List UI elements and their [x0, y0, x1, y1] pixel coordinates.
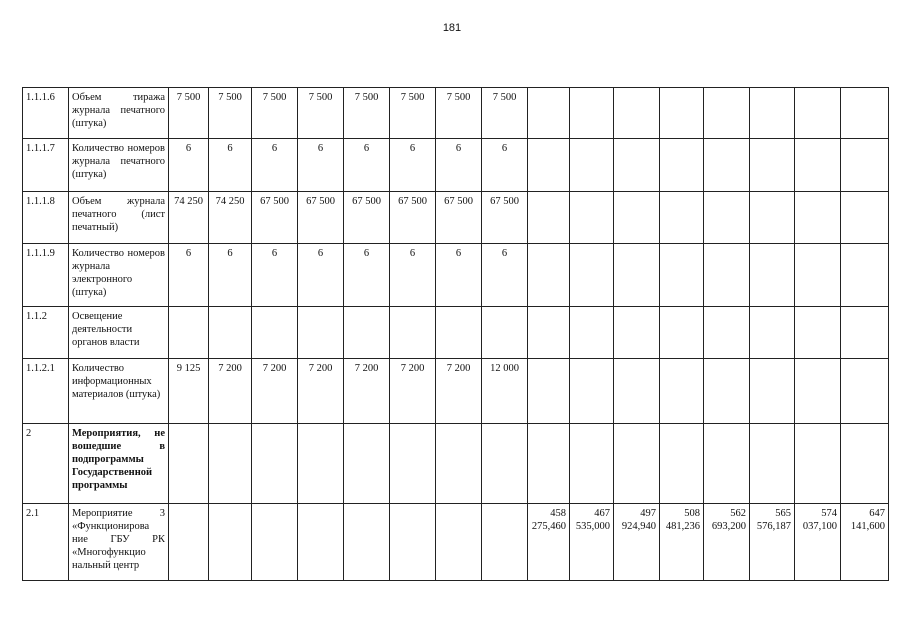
- indicator-value-cell: 6: [298, 244, 344, 307]
- indicator-value-cell: 6: [390, 139, 436, 192]
- row-name: Объем журнала печатного (лист печатный): [69, 192, 169, 244]
- finance-value-cell: [841, 359, 889, 424]
- indicator-value-cell: 6: [344, 139, 390, 192]
- row-code: 2.1: [23, 504, 69, 581]
- row-name: Объем тиража журнала печатного (штука): [69, 88, 169, 139]
- indicator-value-cell: [390, 424, 436, 504]
- table-row: [23, 139, 889, 192]
- row-code: 1.1.2.1: [23, 359, 69, 424]
- row-code: 1.1.1.6: [23, 88, 69, 139]
- indicator-value-cell: 6: [298, 139, 344, 192]
- indicator-value-cell: 12 000: [482, 359, 528, 424]
- finance-value-cell: 497 924,940: [614, 504, 660, 581]
- finance-value-cell: 508 481,236: [660, 504, 704, 581]
- indicator-value-cell: [390, 307, 436, 359]
- finance-value-cell: [795, 139, 841, 192]
- indicator-value-cell: 7 500: [482, 88, 528, 139]
- finance-value-cell: [614, 359, 660, 424]
- indicator-value-cell: [344, 307, 390, 359]
- indicator-value-cell: 7 500: [344, 88, 390, 139]
- indicator-value-cell: 7 500: [209, 88, 252, 139]
- finance-value-cell: [660, 192, 704, 244]
- row-code: 1.1.1.8: [23, 192, 69, 244]
- indicator-value-cell: 7 200: [298, 359, 344, 424]
- indicator-value-cell: [169, 504, 209, 581]
- finance-value-cell: [841, 307, 889, 359]
- finance-value-cell: 647 141,600: [841, 504, 889, 581]
- indicator-value-cell: 7 500: [298, 88, 344, 139]
- indicator-value-cell: 7 500: [390, 88, 436, 139]
- indicator-value-cell: [344, 424, 390, 504]
- indicator-value-cell: [344, 504, 390, 581]
- indicator-value-cell: [169, 424, 209, 504]
- finance-value-cell: [795, 424, 841, 504]
- indicator-value-cell: [252, 307, 298, 359]
- indicator-value-cell: [298, 307, 344, 359]
- indicator-value-cell: [436, 424, 482, 504]
- finance-value-cell: [795, 307, 841, 359]
- finance-value-cell: [660, 244, 704, 307]
- indicator-value-cell: 6: [169, 139, 209, 192]
- indicator-value-cell: [252, 504, 298, 581]
- finance-value-cell: [795, 359, 841, 424]
- finance-value-cell: [614, 192, 660, 244]
- table-row: [23, 88, 889, 139]
- finance-value-cell: [750, 307, 795, 359]
- finance-value-cell: [614, 139, 660, 192]
- row-name: Мероприятие 3 «Функционирова ние ГБУ РК «Многофункцио нальный центр: [69, 504, 169, 581]
- finance-value-cell: [704, 139, 750, 192]
- finance-value-cell: [841, 88, 889, 139]
- indicator-value-cell: 6: [209, 139, 252, 192]
- finance-value-cell: [570, 192, 614, 244]
- finance-value-cell: [750, 88, 795, 139]
- finance-value-cell: 467 535,000: [570, 504, 614, 581]
- indicator-value-cell: 6: [390, 244, 436, 307]
- finance-value-cell: [570, 88, 614, 139]
- indicator-value-cell: [209, 504, 252, 581]
- finance-value-cell: [660, 424, 704, 504]
- indicator-value-cell: [436, 307, 482, 359]
- finance-value-cell: [570, 424, 614, 504]
- table-row: [23, 359, 889, 424]
- indicator-value-cell: 7 200: [390, 359, 436, 424]
- indicator-value-cell: [209, 307, 252, 359]
- indicator-value-cell: 7 200: [252, 359, 298, 424]
- indicator-value-cell: 6: [482, 244, 528, 307]
- finance-value-cell: [750, 359, 795, 424]
- indicator-value-cell: 6: [344, 244, 390, 307]
- row-code: 2: [23, 424, 69, 504]
- indicator-value-cell: 6: [252, 244, 298, 307]
- finance-value-cell: [528, 424, 570, 504]
- finance-value-cell: [528, 139, 570, 192]
- table-row: [23, 424, 889, 504]
- indicator-value-cell: 6: [436, 244, 482, 307]
- indicator-value-cell: [482, 307, 528, 359]
- finance-value-cell: [660, 307, 704, 359]
- finance-value-cell: [750, 192, 795, 244]
- finance-value-cell: [704, 307, 750, 359]
- finance-value-cell: [570, 359, 614, 424]
- indicator-value-cell: [436, 504, 482, 581]
- row-code: 1.1.1.7: [23, 139, 69, 192]
- indicator-value-cell: [482, 504, 528, 581]
- indicator-value-cell: 67 500: [436, 192, 482, 244]
- table-row: [23, 504, 889, 581]
- finance-value-cell: [614, 307, 660, 359]
- indicator-value-cell: 7 200: [344, 359, 390, 424]
- indicator-value-cell: 7 200: [209, 359, 252, 424]
- indicator-value-cell: [482, 424, 528, 504]
- indicator-value-cell: 7 500: [436, 88, 482, 139]
- finance-value-cell: [795, 244, 841, 307]
- finance-value-cell: [660, 88, 704, 139]
- row-name: Мероприятия, не вошедшие в подпрограммы Государственной программы: [69, 424, 169, 504]
- finance-value-cell: [528, 88, 570, 139]
- indicator-value-cell: [169, 307, 209, 359]
- finance-value-cell: [570, 244, 614, 307]
- finance-value-cell: [841, 244, 889, 307]
- indicator-value-cell: 74 250: [209, 192, 252, 244]
- finance-value-cell: [704, 359, 750, 424]
- finance-value-cell: [750, 424, 795, 504]
- finance-value-cell: [660, 139, 704, 192]
- finance-value-cell: [750, 139, 795, 192]
- row-name: Количество информационных материалов (штука): [69, 359, 169, 424]
- finance-value-cell: [841, 192, 889, 244]
- row-name: Количество номеров журнала электронного (штука): [69, 244, 169, 307]
- finance-value-cell: [614, 424, 660, 504]
- indicator-value-cell: 67 500: [390, 192, 436, 244]
- finance-value-cell: 458 275,460: [528, 504, 570, 581]
- indicator-value-cell: 6: [209, 244, 252, 307]
- indicator-value-cell: 74 250: [169, 192, 209, 244]
- indicator-value-cell: 6: [482, 139, 528, 192]
- finance-value-cell: 574 037,100: [795, 504, 841, 581]
- indicator-value-cell: [298, 424, 344, 504]
- indicator-value-cell: [390, 504, 436, 581]
- indicator-value-cell: [252, 424, 298, 504]
- indicator-value-cell: 9 125: [169, 359, 209, 424]
- finance-value-cell: [841, 139, 889, 192]
- finance-value-cell: [795, 192, 841, 244]
- finance-value-cell: [704, 244, 750, 307]
- finance-value-cell: [704, 424, 750, 504]
- indicator-value-cell: 7 200: [436, 359, 482, 424]
- finance-value-cell: [528, 244, 570, 307]
- table-row: [23, 307, 889, 359]
- indicator-value-cell: 67 500: [482, 192, 528, 244]
- finance-value-cell: 562 693,200: [704, 504, 750, 581]
- row-name: Освещение деятельности органов власти: [69, 307, 169, 359]
- indicator-value-cell: 67 500: [252, 192, 298, 244]
- indicator-value-cell: 6: [436, 139, 482, 192]
- finance-value-cell: [795, 88, 841, 139]
- table-row: [23, 244, 889, 307]
- finance-value-cell: [528, 192, 570, 244]
- table-row: [23, 192, 889, 244]
- finance-value-cell: [528, 359, 570, 424]
- finance-value-cell: [528, 307, 570, 359]
- finance-value-cell: [614, 88, 660, 139]
- indicator-value-cell: [298, 504, 344, 581]
- indicator-value-cell: 6: [252, 139, 298, 192]
- finance-value-cell: [841, 424, 889, 504]
- indicator-value-cell: 6: [169, 244, 209, 307]
- indicator-value-cell: [209, 424, 252, 504]
- finance-value-cell: [704, 192, 750, 244]
- finance-value-cell: [614, 244, 660, 307]
- indicator-value-cell: 7 500: [252, 88, 298, 139]
- finance-value-cell: [570, 307, 614, 359]
- finance-value-cell: [704, 88, 750, 139]
- finance-value-cell: 565 576,187: [750, 504, 795, 581]
- row-code: 1.1.1.9: [23, 244, 69, 307]
- row-name: Количество номеров журнала печатного (штука): [69, 139, 169, 192]
- row-code: 1.1.2: [23, 307, 69, 359]
- finance-value-cell: [570, 139, 614, 192]
- page-number: 181: [442, 22, 462, 34]
- indicator-table: [22, 87, 889, 581]
- indicator-value-cell: 67 500: [298, 192, 344, 244]
- indicator-value-cell: 67 500: [344, 192, 390, 244]
- indicator-value-cell: 7 500: [169, 88, 209, 139]
- finance-value-cell: [750, 244, 795, 307]
- finance-value-cell: [660, 359, 704, 424]
